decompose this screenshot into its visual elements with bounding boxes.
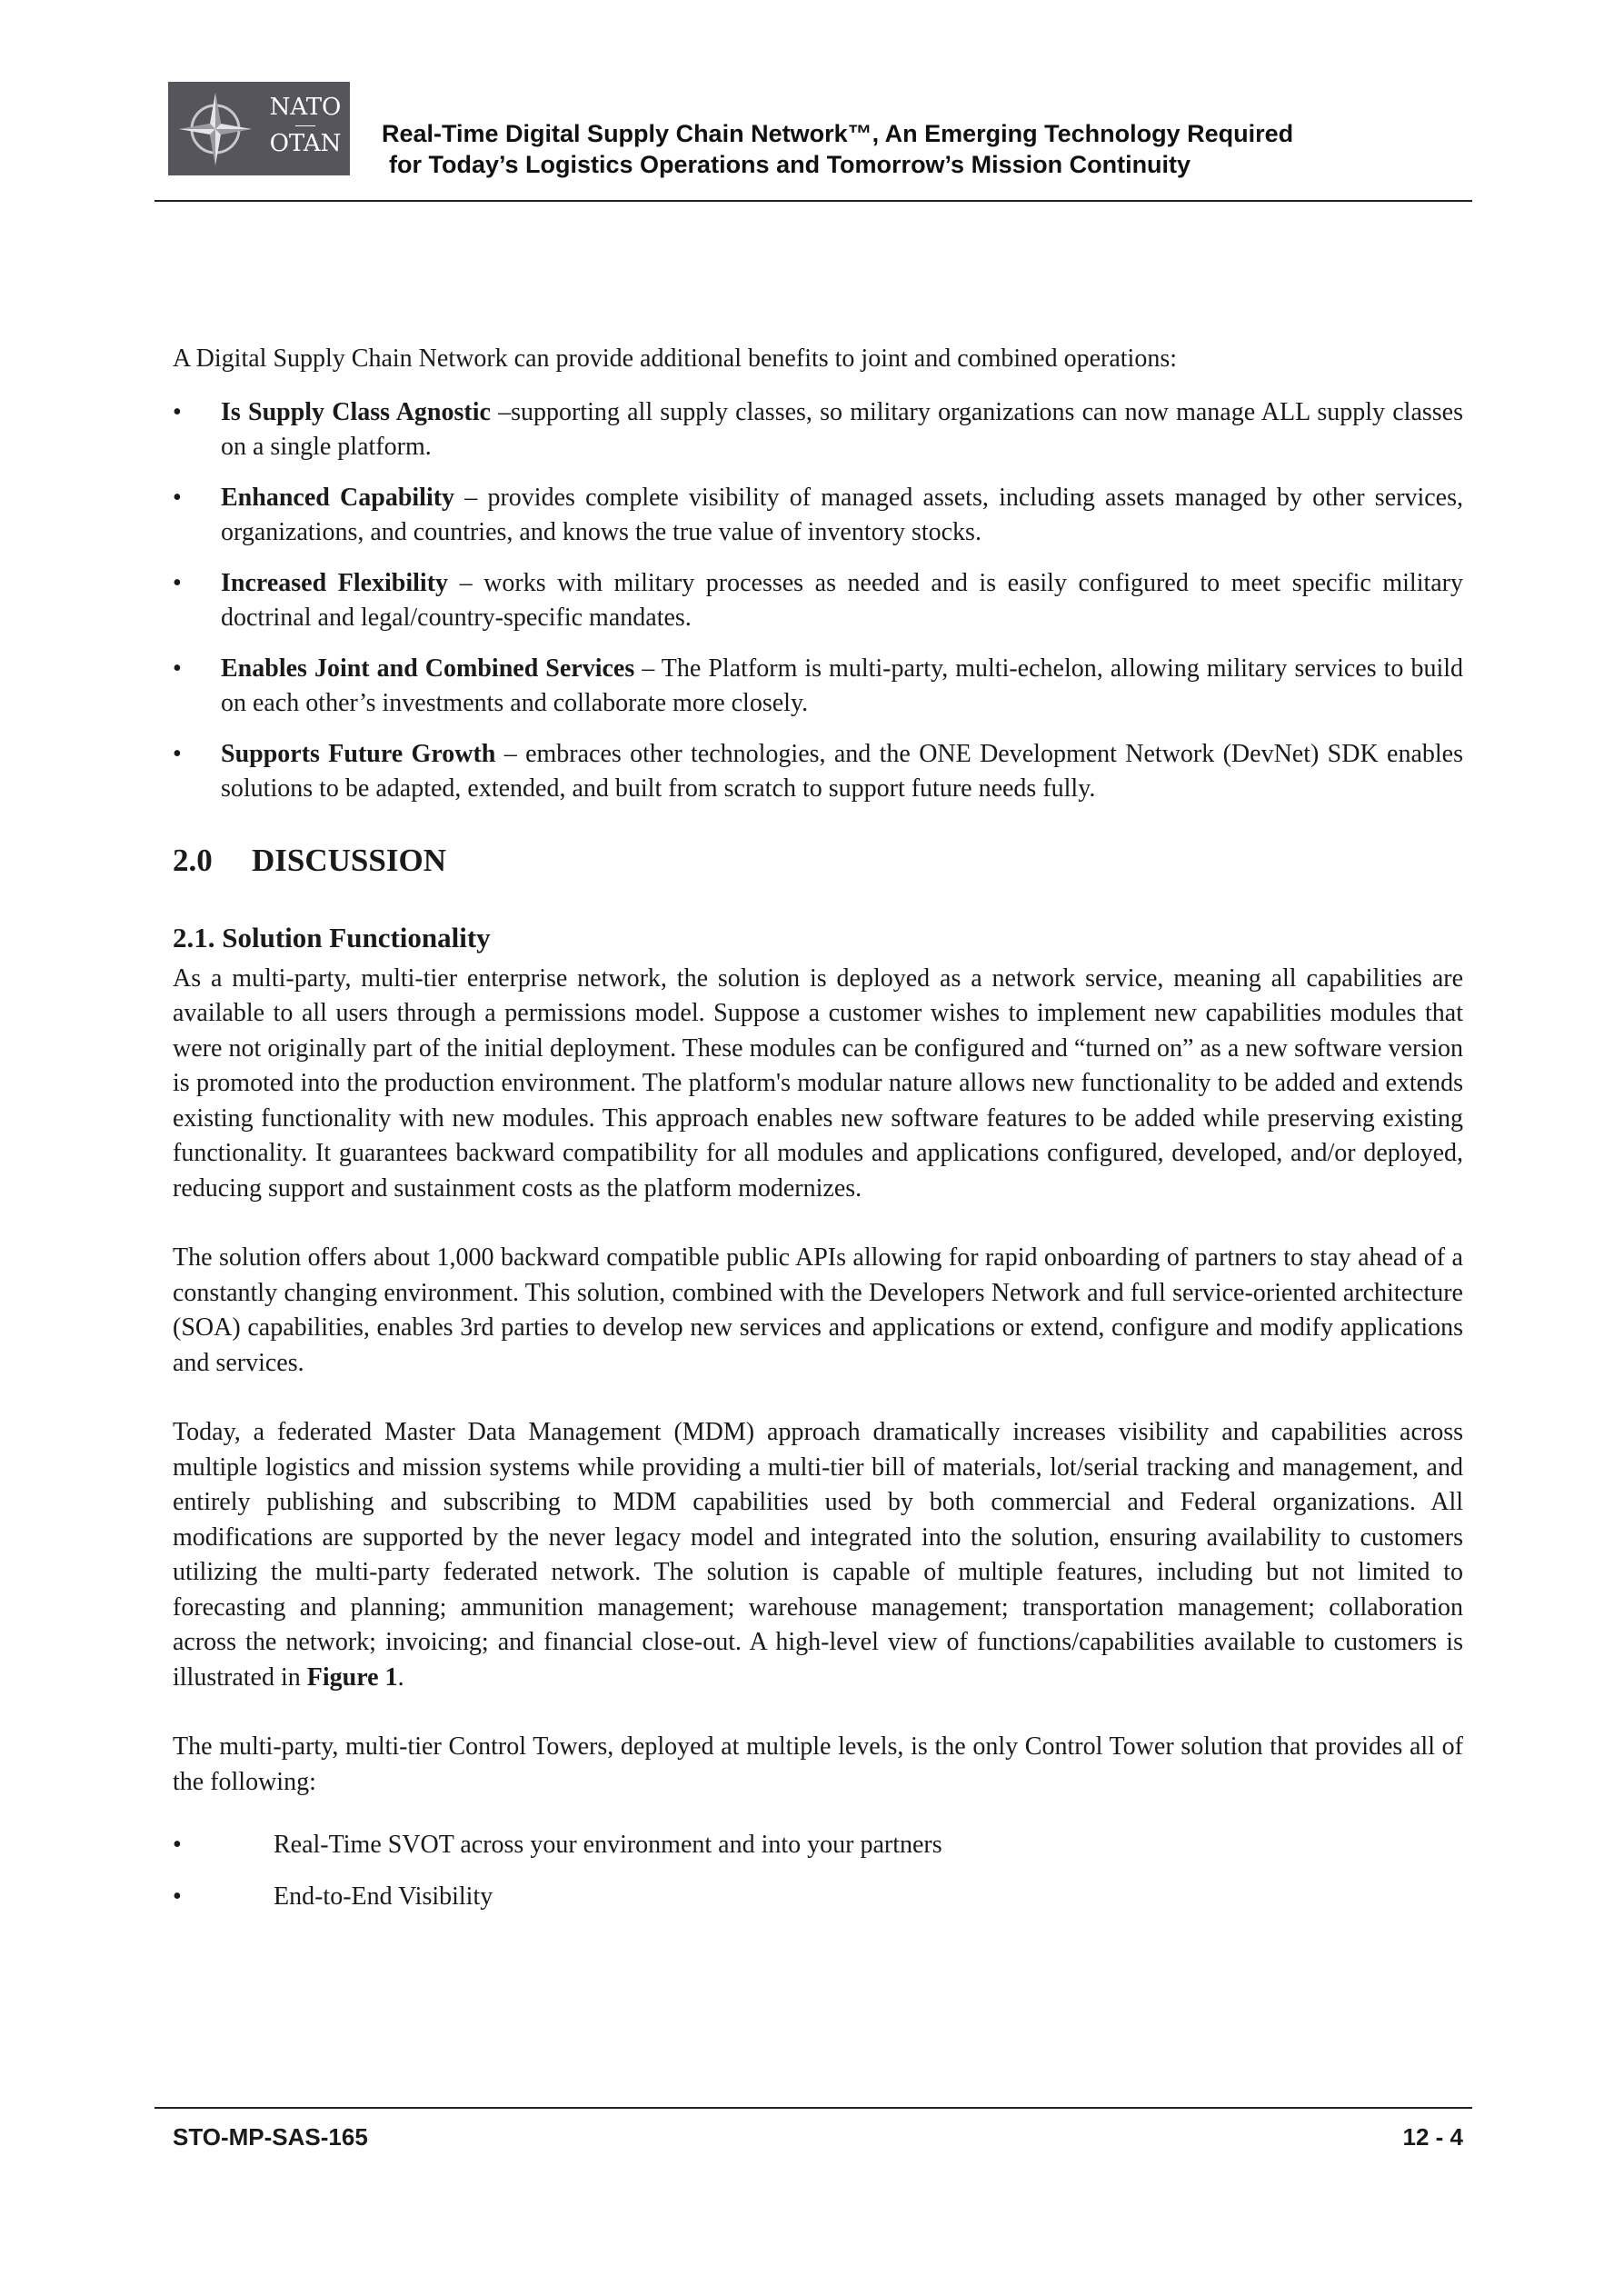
body-paragraph	[173, 1415, 1463, 1695]
figure-reference: Figure 1	[306, 1662, 398, 1692]
benefit-item	[173, 481, 1463, 551]
benefits-list	[173, 395, 1463, 807]
page-body	[173, 342, 1463, 1931]
benefit-term: Enables Joint and Combined Services	[221, 654, 635, 683]
logo-divider	[295, 125, 315, 126]
intro-paragraph: A Digital Supply Chain Network can provide additional benefits to joint and combined operations:	[173, 344, 1178, 373]
paragraph-end: .	[397, 1662, 404, 1692]
header-rule	[154, 200, 1472, 202]
benefit-term: Increased Flexibility	[221, 568, 449, 597]
benefit-text: – works with military processes as needed and is easily configured to meet specific military doctrinal and legal/country-specific mandates.	[221, 568, 1464, 632]
benefit-item	[173, 566, 1463, 636]
footer-page-number: 12 - 4	[1402, 2123, 1463, 2151]
body-paragraph: The solution offers about 1,000 backward compatible public APIs allowing for rapid onboarding of partners to stay ahead of a constantly changing environment. This solution, combined with the Developers Network and full service-oriented architecture (SOA) capabilities, enables 3rd parties to develop new services and applications or extend, configure and modify applications and services.	[173, 1243, 1463, 1377]
benefit-item	[173, 652, 1463, 722]
body-paragraph: The multi-party, multi-tier Control Towers, deployed at multiple levels, is the only Control Tower solution that provides all of the following:	[173, 1732, 1463, 1796]
logo-line-otan: OTAN	[269, 130, 342, 157]
header-title-line-2: for Today’s Logistics Operations and Tomorrow’s Mission Continuity	[389, 151, 1191, 178]
benefit-term: Enhanced Capability	[221, 483, 455, 512]
benefit-term: Supports Future Growth	[221, 739, 496, 768]
body-paragraph: As a multi-party, multi-tier enterprise network, the solution is deployed as a network service, meaning all capabilities are available to all users through a permissions model. Suppose a customer wishes to implement new capabilities modules that were not originally part of the initial deployment. These modules can be configured and “turned on” as a new software version is promoted into the production environment. The platform's modular nature allows new functionality to be added and extends existing functionality with new modules. This approach enables new software features to be added while preserving existing functionality. It guarantees backward compatibility for all modules and applications configured, developed, and/or deployed, reducing support and sustainment costs as the platform modernizes.	[173, 963, 1463, 1203]
benefit-term: Is Supply Class Agnostic	[221, 397, 491, 426]
benefit-text: – provides complete visibility of managed assets, including assets managed by other services, organizations, and countries, and knows the true value of inventory stocks.	[221, 483, 1463, 546]
benefit-text: – The Platform is multi-party, multi-echelon, allowing military services to build on each other’s investments and collaborate more closely.	[221, 654, 1464, 717]
feature-item: • End-to-End Visibility	[173, 1880, 1463, 1915]
footer-rule	[154, 2107, 1472, 2109]
benefit-item	[173, 395, 1463, 465]
header-title-line-1: Real-Time Digital Supply Chain Network™, An Emerging Technology Required	[382, 120, 1294, 147]
nato-compass-star-icon	[175, 89, 255, 169]
section-number: 2.0	[173, 842, 213, 878]
feature-item: • Real-Time SVOT across your environment and into your partners	[173, 1828, 1463, 1863]
footer-document-id: STO-MP-SAS-165	[173, 2123, 368, 2151]
benefit-item	[173, 737, 1463, 807]
logo-line-nato: NATO	[269, 94, 342, 121]
control-tower-features-list	[173, 1828, 1463, 1914]
subsection-heading: 2.1. Solution Functionality	[173, 921, 491, 953]
benefit-text: –supporting all supply classes, so military organizations can now manage ALL supply classes on a single platform.	[221, 397, 1463, 461]
nato-logo	[168, 82, 350, 175]
benefit-text: – embraces other technologies, and the ONE Development Network (DevNet) SDK enables solutions to be adapted, extended, and built from scratch to support future needs fully.	[221, 739, 1463, 803]
section-heading	[173, 841, 1463, 881]
page-header	[154, 76, 1472, 204]
section-title: DISCUSSION	[252, 842, 446, 878]
running-header-title	[382, 118, 1454, 180]
paragraph-text: Today, a federated Master Data Management (MDM) approach dramatically increases visibility and capabilities across multiple logistics and mission systems while providing a multi-tier bill of materials, lot/serial tracking and management, and entirely publishing and subscribing to MDM capabilities used by both commercial and Federal organizations. All modifications are supported by the never legacy model and integrated into the solution, ensuring availability to customers utilizing the multi-party federated network. The solution is capable of multiple features, including but not limited to forecasting and planning; ammunition management; warehouse management; transportation management; collaboration across the network; invoicing; and financial close-out. A high-level view of functions/capabilities available to customers is illustrated in	[173, 1418, 1463, 1692]
